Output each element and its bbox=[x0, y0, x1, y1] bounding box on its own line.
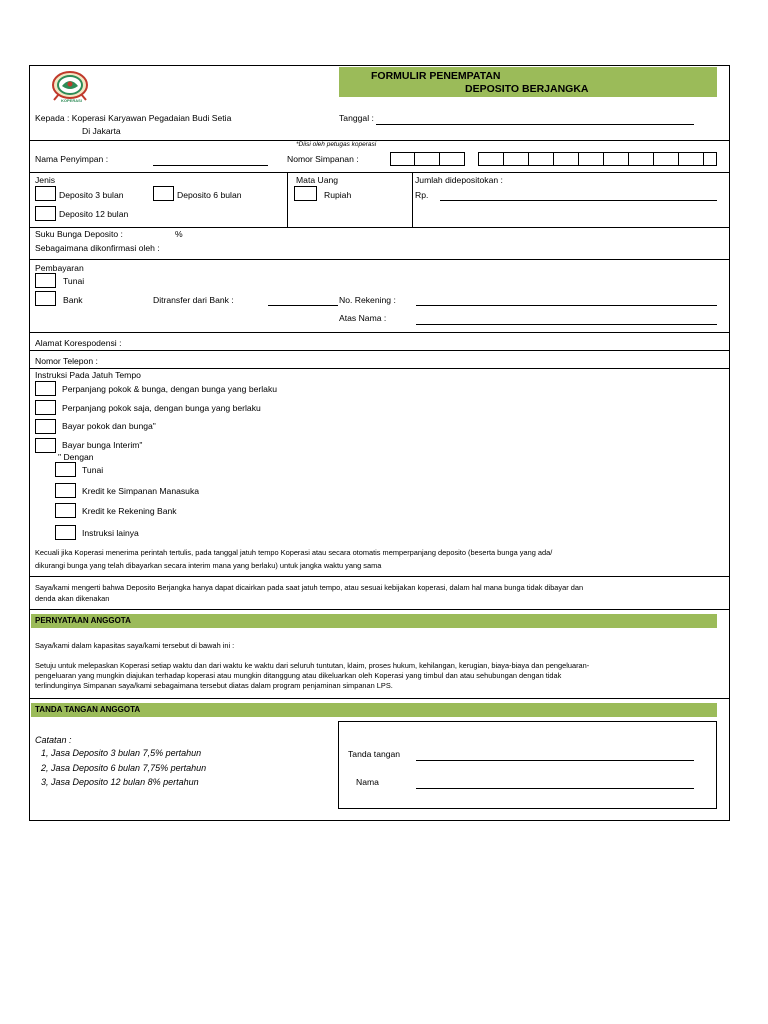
transfer-bank-line[interactable] bbox=[268, 305, 338, 306]
payment-bank-checkbox[interactable] bbox=[35, 291, 56, 306]
understanding-line1: Saya/kami mengerti bahwa Deposito Berjangka hanya dapat dicairkan pada saat jatuh tempo, atau sesuai kebijakan koperasi, dalam hal mana bunga tidak dibayar dan bbox=[35, 583, 584, 592]
statement-line1: Saya/kami dalam kapasitas saya/kami tersebut di bawah ini : bbox=[35, 641, 235, 650]
deposit-number-cell[interactable] bbox=[414, 152, 440, 166]
deposit-12-label: Deposito 12 bulan bbox=[59, 209, 129, 219]
signature-label: Tanda tangan bbox=[348, 749, 401, 759]
signature-header: TANDA TANGAN ANGGOTA bbox=[35, 705, 141, 714]
sub-option-bank-label: Kredit ke Rekening Bank bbox=[82, 506, 177, 516]
maturity-option-4-label: Bayar bunga Interim" bbox=[62, 440, 143, 450]
deposit-number-cell[interactable] bbox=[503, 152, 529, 166]
note-item-1: 1, Jasa Deposito 3 bulan 7,5% pertahun bbox=[41, 748, 202, 758]
statement-line2: Setuju untuk melepaskan Koperasi setiap waktu dan dari waktu ke waktu dari seluruh tuntutan, klaim, proses hukum, kehilangan, kerugian, biaya-biaya dan pengeluaran- bbox=[35, 661, 590, 670]
recipient-label: Kepada : Koperasi Karyawan Pegadaian Budi Setia bbox=[35, 113, 232, 123]
divider bbox=[29, 609, 730, 610]
deposit-number-cell[interactable] bbox=[439, 152, 465, 166]
understanding-line2: denda akan dikenakan bbox=[35, 594, 110, 603]
divider bbox=[29, 172, 730, 173]
maturity-instructions-label: Instruksi Pada Jatuh Tempo bbox=[35, 370, 141, 380]
divider bbox=[29, 332, 730, 333]
maturity-note-line2: dikurangi bunga yang telah dibayarkan secara interim mana yang berlaku) untuk jangka waktu yang sama bbox=[35, 561, 382, 570]
confirmed-by-label: Sebagaimana dikonfirmasi oleh : bbox=[35, 243, 160, 253]
payment-cash-checkbox[interactable] bbox=[35, 273, 56, 288]
maturity-option-1-checkbox[interactable] bbox=[35, 381, 56, 396]
deposit-3-label: Deposito 3 bulan bbox=[59, 190, 124, 200]
deposit-number-cell[interactable] bbox=[703, 152, 717, 166]
depositor-name-line[interactable] bbox=[153, 165, 268, 166]
deposit-number-cell[interactable] bbox=[603, 152, 629, 166]
date-label: Tanggal : bbox=[339, 113, 374, 123]
sub-option-savings-label: Kredit ke Simpanan Manasuka bbox=[82, 486, 200, 496]
divider bbox=[29, 698, 730, 699]
maturity-option-2-checkbox[interactable] bbox=[35, 400, 56, 415]
statement-header: PERNYATAAN ANGGOTA bbox=[35, 616, 131, 625]
payment-label: Pembayaran bbox=[35, 263, 84, 273]
account-number-line[interactable] bbox=[416, 305, 717, 306]
deposit-number-cell[interactable] bbox=[678, 152, 704, 166]
form-title-line2: DEPOSITO BERJANGKA bbox=[465, 83, 589, 95]
deposit-6-label: Deposito 6 bulan bbox=[177, 190, 242, 200]
deposit-number-cell[interactable] bbox=[528, 152, 554, 166]
note-item-3: 3, Jasa Deposito 12 bulan 8% pertahun bbox=[41, 777, 199, 787]
deposit-6-checkbox[interactable] bbox=[153, 186, 174, 201]
payment-cash-label: Tunai bbox=[63, 276, 85, 286]
account-name-line[interactable] bbox=[416, 324, 717, 325]
deposit-number-cell[interactable] bbox=[478, 152, 504, 166]
signature-name-line[interactable] bbox=[416, 788, 694, 789]
sub-option-cash-checkbox[interactable] bbox=[55, 462, 76, 477]
form-title-line1: FORMULIR PENEMPATAN bbox=[371, 70, 501, 82]
column-divider bbox=[412, 172, 413, 227]
logo-caption: KOPERASI bbox=[61, 98, 82, 103]
recipient-city: Di Jakarta bbox=[82, 126, 121, 136]
rupiah-label: Rupiah bbox=[324, 190, 352, 200]
date-input-line[interactable] bbox=[376, 124, 694, 125]
divider bbox=[29, 259, 730, 260]
maturity-option-2-label: Perpanjang pokok saja, dengan bunga yang berlaku bbox=[62, 403, 261, 413]
rupiah-checkbox[interactable] bbox=[294, 186, 317, 201]
divider bbox=[29, 140, 730, 141]
depositor-name-label: Nama Penyimpan : bbox=[35, 154, 109, 164]
transfer-bank-label: Ditransfer dari Bank : bbox=[153, 295, 234, 305]
payment-bank-label: Bank bbox=[63, 295, 83, 305]
statement-line3: pengeluaran yang mungkin diajukan terhadap koperasi atau mungkin ditanggung atau dikeluarkan oleh Koperasi yang timbul dan atau sehubungan dengan tidak bbox=[35, 671, 562, 680]
interest-rate-label: Suku Bunga Deposito : bbox=[35, 229, 123, 239]
deposit-number-cell[interactable] bbox=[578, 152, 604, 166]
divider bbox=[29, 576, 730, 577]
interest-percent-sign: % bbox=[175, 229, 183, 239]
deposit-number-cell[interactable] bbox=[653, 152, 679, 166]
divider bbox=[29, 350, 730, 351]
column-divider bbox=[287, 172, 288, 227]
deposit-number-cell[interactable] bbox=[628, 152, 654, 166]
signature-box bbox=[338, 721, 717, 809]
sub-option-bank-checkbox[interactable] bbox=[55, 503, 76, 518]
maturity-option-3-label: Bayar pokok dan bunga" bbox=[62, 421, 156, 431]
sub-option-cash-label: Tunai bbox=[82, 465, 104, 475]
amount-label: Jumlah didepositokan : bbox=[415, 175, 503, 185]
maturity-option-4-checkbox[interactable] bbox=[35, 438, 56, 453]
maturity-option-1-label: Perpanjang pokok & bunga, dengan bunga yang berlaku bbox=[62, 384, 278, 394]
officer-note: *Diisi oleh petugas koperasi bbox=[296, 141, 377, 148]
statement-header-band bbox=[31, 614, 717, 628]
sub-option-other-label: Instruksi lainya bbox=[82, 528, 139, 538]
signature-line[interactable] bbox=[416, 760, 694, 761]
phone-label: Nomor Telepon : bbox=[35, 356, 98, 366]
divider bbox=[29, 368, 730, 369]
statement-line4: terlindunginya Simpanan saya/kami sebagaimana tersebut diatas dalam program penjaminan simpanan LPS. bbox=[35, 681, 393, 690]
amount-currency-prefix: Rp. bbox=[415, 190, 429, 200]
currency-label: Mata Uang bbox=[296, 175, 339, 185]
amount-input-line[interactable] bbox=[440, 200, 717, 201]
divider bbox=[29, 227, 730, 228]
notes-label: Catatan : bbox=[35, 735, 72, 745]
deposit-type-label: Jenis bbox=[35, 175, 56, 185]
maturity-with-label: " Dengan bbox=[58, 452, 94, 462]
note-item-2: 2, Jasa Deposito 6 bulan 7,75% pertahun bbox=[41, 763, 207, 773]
signature-name-label: Nama bbox=[356, 777, 379, 787]
account-name-label: Atas Nama : bbox=[339, 313, 387, 323]
deposit-number-cell[interactable] bbox=[553, 152, 579, 166]
sub-option-other-checkbox[interactable] bbox=[55, 525, 76, 540]
deposit-number-label: Nomor Simpanan : bbox=[287, 154, 359, 164]
deposit-3-checkbox[interactable] bbox=[35, 186, 56, 201]
deposit-number-cell[interactable] bbox=[390, 152, 415, 166]
address-label: Alamat Korespodensi : bbox=[35, 338, 122, 348]
deposit-12-checkbox[interactable] bbox=[35, 206, 56, 221]
sub-option-savings-checkbox[interactable] bbox=[55, 483, 76, 498]
maturity-option-3-checkbox[interactable] bbox=[35, 419, 56, 434]
account-number-label: No. Rekening : bbox=[339, 295, 396, 305]
maturity-note-line1: Kecuali jika Koperasi menerima perintah tertulis, pada tanggal jatuh tempo Koperasi atau secara otomatis memperpanjang deposito (beserta bunga yang ada/ bbox=[35, 548, 553, 557]
